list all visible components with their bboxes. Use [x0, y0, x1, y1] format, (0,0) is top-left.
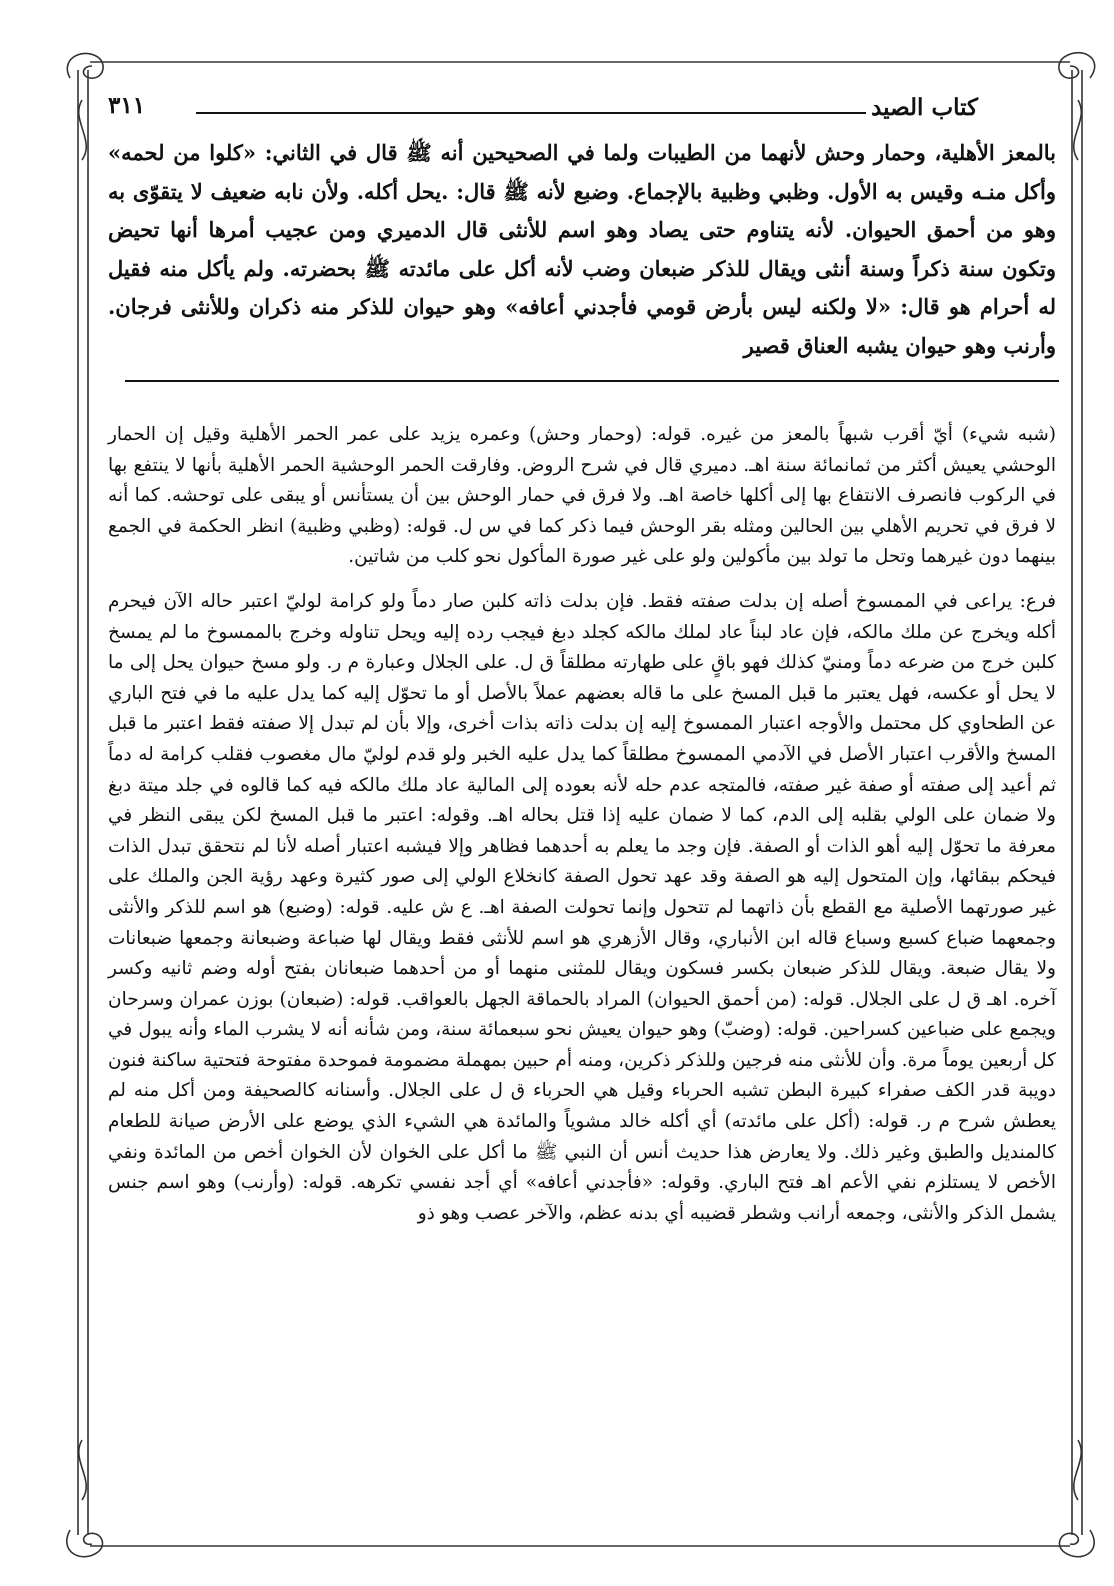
- main-paragraph: بالمعز الأهلية، وحمار وحش لأنهما من الطيبات ولما في الصحيحين أنه ﷺ قال في الثاني: «كلوا من لحمه» وأكل منـه وقيس به الأول. وظبي وظبية بالإجماع. وضبع لأنه ﷺ قال: .يحل أكله. ولأن نابه ضعيف لا يتقوّى به وهو من أحمق الحيوان. لأنه يتناوم حتى يصاد وهو اسم للأنثى قال الدميري ومن عجيب أمرها أنها تحيض وتكون سنة ذكراً وسنة أنثى ويقال للذكر ضبعان وضب لأنه أكل على مائدته ﷺ بحضرته. ولم يأكل منه فقيل له أحرام هو قال: «لا ولكنه ليس بأرض قومي فأجدني أعافه» وهو حيوان للذكر منه ذكران وللأنثى فرجان. وأرنب وهو حيوان يشبه العناق قصير: [108, 140, 1056, 358]
- commentary-paragraph-2: فرع: يراعى في الممسوخ أصله إن بدلت صفته فقط. فإن بدلت ذاته كلبن صار دماً ولو كرامة لوليّ اعتبر حاله الآن فيحرم أكله ويخرج عن ملك مالكه، فإن عاد لبناً عاد لملك مالكه كجلد دبغ فيجب رده إليه ويحل تناوله وخرج بالممسوخ ما لم يمسخ كلبن خرج من ضرعه دماً ومنيّ كذلك فهو باقٍ على طهارته مطلقاً ق ل. على الجلال وعبارة م ر. ولو مسخ حيوان يحل إلى ما لا يحل أو عكسه، فهل يعتبر ما قبل المسخ على ما قاله بعضهم عملاً بالأصل أو ما تحوّل إليه كما يدل عليه ما في فتح الباري عن الطحاوي كل محتمل والأوجه اعتبار الممسوخ إليه إن بدلت ذاته بذات أخرى، وإلا بأن لم تبدل إلا صفته فقط اعتبر ما قبل المسخ والأقرب اعتبار الأصل في الآدمي الممسوخ مطلقاً كما يدل عليه الخبر ولو قدم لوليّ مال مغصوب فقلب كرامة له دماً ثم أعيد إلى صفته أو صفة غير صفته، فالمتجه عدم حله لأنه بعوده إلى المالية عاد ملك مالكه فيه كما قالوه في جلد ميتة دبغ ولا ضمان على الولي بقلبه إلى الدم، كما لا ضمان عليه إذا قتل بحاله اهـ. وقوله: اعتبر ما قبل المسخ لكن يبقى النظر في معرفة ما تحوّل إليه أهو الذات أو الصفة. فإن وجد ما يعلم به أحدهما فظاهر وإلا فيشبه اعتبار أصله لأنا لم نتحقق تبدل الذات فيحكم ببقائها، وإن المتحول إليه هو الصفة وقد عهد تحول الصفة كانخلاع الولي إلى صور كثيرة وعهد رؤية الجن والملك على غير صورتهما الأصلية مع القطع بأن ذاتهما لم تتحول وإنما تحولت الصفة اهـ. ع ش عليه. قوله: (وضبع) هو اسم للذكر والأنثى وجمعهما ضباع كسبع وسباع قاله ابن الأنباري، وقال الأزهري هو اسم للأنثى فقط ويقال لها ضباعة وضبعانة وجمعها ضبعانات ولا يقال ضبعة. ويقال للذكر ضبعان بكسر فسكون ويقال للمثنى منهما أو من أحدهما ضبعانان بفتح أوله وضم ثانيه وكسر آخره. اهـ ق ل على الجلال. قوله: (من أحمق الحيوان) المراد بالحماقة الجهل بالعواقب. قوله: (ضبعان) بوزن عمران وسرحان ويجمع على ضباعين كسراحين. قوله: (وضبّ) وهو حيوان يعيش نحو سبعمائة سنة، ومن شأنه أنه لا يشرب الماء وأنه يبول في كل أربعين يوماً مرة. وأن للأنثى منه فرجين وللذكر ذكرين، ومنه أم حبين بمهملة مضمومة فموحدة مفتوحة فتحتية ساكنة فنون دويبة قدر الكف صفراء كبيرة البطن تشبه الحرباء وقيل هي الحرباء ق ل على الجلال. وأسنانه كالصحيفة ومن أكل منه لم يعطش شرح م ر. قوله: (أكل على مائدته) أي أكله خالد مشوياً والمائدة هي الشيء الذي يوضع على الأرض صيانة للطعام كالمنديل والطبق وغير ذلك. ولا يعارض هذا حديث أنس أن النبي ﷺ ما أكل على الخوان لأن الخوان أخص من المائدة ونفي الأخص لا يستلزم نفي الأعم اهـ فتح الباري. وقوله: «فأجدني أعافه» أي أجد نفسي تكرهه. قوله: (وأرنب) وهو اسم جنس يشمل الذكر والأنثى، وجمعه أرانب وشطر قضيبه أي بدنه عظم، والآخر عصب وهو ذو: [108, 590, 1056, 1224]
- section-title: كتاب الصيد: [871, 94, 978, 121]
- page-number: ٣١١: [108, 92, 146, 119]
- commentary-block: [108, 420, 1056, 1229]
- main-text-block: [108, 134, 1056, 365]
- running-header: [108, 92, 978, 126]
- header-rule: [196, 112, 866, 114]
- commentary-paragraph-1: (شبه شيء) أيّ أقرب شبهاً بالمعز من غيره. قوله: (وحمار وحش) وعمره يزيد على عمر الحمر الأهلية وقيل إن الحمار الوحشي يعيش أكثر من ثمانمائة سنة اهـ. دميري قال في شرح الروض. وفارقت الحمر الوحشية الحمر الأهلية بأنها لا ينتفع بها في الركوب فانصرف الانتفاع بها إلى أكلها خاصة اهـ. ولا فرق في حمار الوحش بين أن يستأنس أو يبقى على توحشه. كما أنه لا فرق في تحريم الأهلي بين الحالين ومثله بقر الوحش فيما ذكر كما في س ل. قوله: (وظبي وظبية) انظر الحكمة في الجمع بينهما دون غيرهما وتحل ما تولد بين مأكولين ولو على غير صورة المأكول نحو كلب من شاتين.: [108, 424, 1056, 568]
- section-divider: [125, 380, 1059, 382]
